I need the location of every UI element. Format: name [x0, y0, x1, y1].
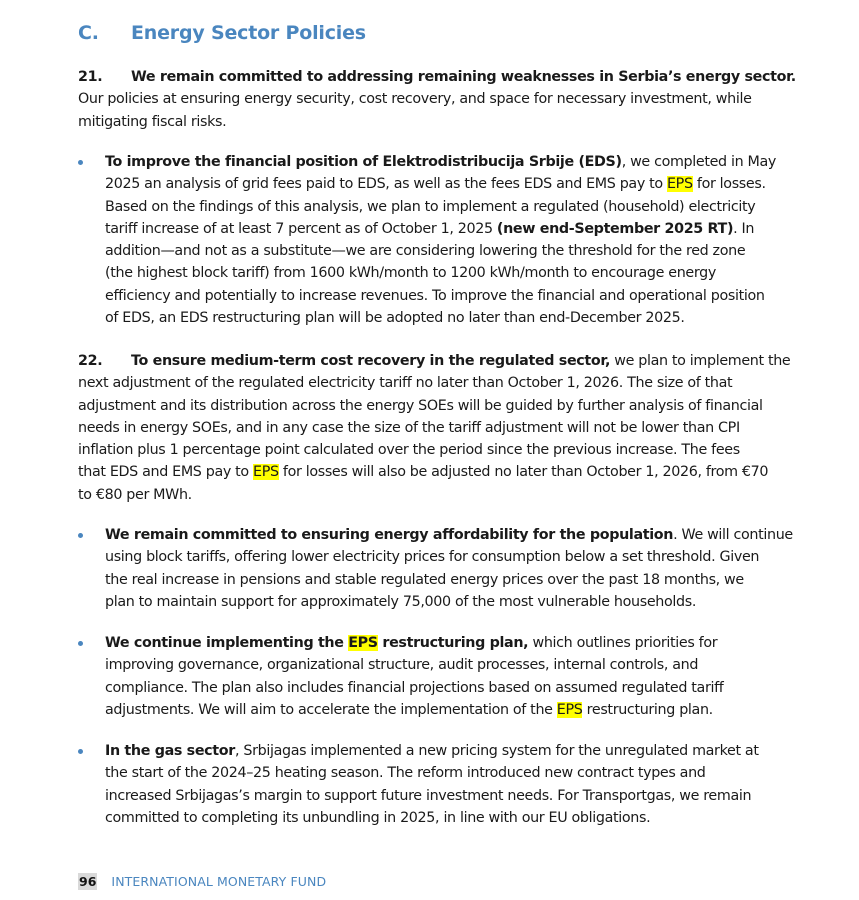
- bullet-icon: [78, 533, 83, 538]
- paragraph-lead: To ensure medium-term cost recovery in the regulated sector,: [131, 353, 611, 369]
- highlight-eps: EPS: [667, 176, 693, 193]
- paragraph-text: Our policies at ensuring energy security, cost recovery, and space for necessary investment, while: [78, 91, 752, 108]
- bullet-eps-restructuring: We continue implementing the EPS restructuring plan, which outlines priorities for improving governance, organizational structure, audit processes, internal controls, and compliance. The plan also includes financial projections based on assumed regulated tariff adjustments. We will aim to accelerate the implementation of the EPS restructuring plan.: [78, 632, 778, 721]
- bullet-icon: [78, 160, 83, 165]
- paragraph-22: 22. To ensure medium-term cost recovery in the regulated sector, we plan to implement the next adjustment of the regulated electricity tariff no later than October 1, 2026. The size of that adjustment and its distribution across the energy SOEs will be guided by further analysis of financial needs in energy SOEs, and in any case the size of the tariff adjustment will not be lower than CPI inflation plus 1 percentage point calculated over the period since the previous increase. The fees that EDS and EMS pay to EPS for losses will also be adjusted no later than October 1, 2026, from €70 to €80 per MWh.: [78, 350, 778, 506]
- section-heading: [78, 22, 366, 44]
- bullet-eds-financial-position: To improve the financial position of Elektrodistribucija Srbije (EDS), we completed in May 2025 an analysis of grid fees paid to EDS, as well as the fees EDS and EMS pay to EPS for losses. Based on the findings of this analysis, we plan to implement a regulated (household) electricity tariff increase of at least 7 percent as of October 1, 2025 (new end-September 2025 RT). In addition—and not as a substitute—we are considering lowering the threshold for the red zone (the highest block tariff) from 1600 kWh/month to 1200 kWh/month to encourage energy efficiency and potentially to increase revenues. To improve the financial and operational position of EDS, an EDS restructuring plan will be adopted no later than end-December 2025.: [78, 151, 778, 329]
- highlight-eps: EPS: [348, 635, 378, 651]
- bullet-energy-affordability: We remain committed to ensuring energy affordability for the population. We will continue using block tariffs, offering lower electricity prices for consumption below a set threshold. Given the real increase in pensions and stable regulated energy prices over the past 18 months, we plan to maintain support for approximately 75,000 of the most vulnerable households.: [78, 524, 778, 613]
- bullet-lead: We continue implementing the EPS restructuring plan,: [105, 635, 529, 651]
- page-footer: [78, 874, 326, 889]
- section-title: Energy Sector Policies: [131, 22, 366, 44]
- paragraph-text: mitigating fiscal risks.: [78, 113, 227, 130]
- footer-organization: INTERNATIONAL MONETARY FUND: [111, 874, 327, 889]
- page-number: 96: [79, 874, 97, 889]
- paragraph-21: [78, 66, 796, 133]
- highlight-eps: EPS: [556, 701, 583, 718]
- bullet-lead: To improve the financial position of Elektrodistribucija Srbije (EDS): [105, 154, 622, 170]
- bullet-lead: In the gas sector: [105, 743, 235, 759]
- section-letter: C.: [78, 22, 99, 44]
- bullet-icon: [78, 641, 83, 646]
- bullet-gas-sector: In the gas sector, Srbijagas implemented a new pricing system for the unregulated market at the start of the 2024–25 heating season. The reform introduced new contract types and increased Srbijagas’s margin to support future investment needs. For Transportgas, we remain committed to completing its unbundling in 2025, in line with our EU obligations.: [78, 740, 778, 829]
- paragraph-number: 22.: [78, 353, 103, 369]
- highlight-eps: EPS: [253, 464, 279, 481]
- paragraph-lead: We remain committed to addressing remaining weaknesses in Serbia’s energy sector.: [131, 69, 796, 85]
- paragraph-number: 21.: [78, 69, 103, 85]
- bullet-icon: [78, 749, 83, 754]
- structural-benchmark-note: (new end-September 2025 RT): [496, 220, 734, 237]
- bullet-lead: We remain committed to ensuring energy affordability for the population: [105, 527, 674, 543]
